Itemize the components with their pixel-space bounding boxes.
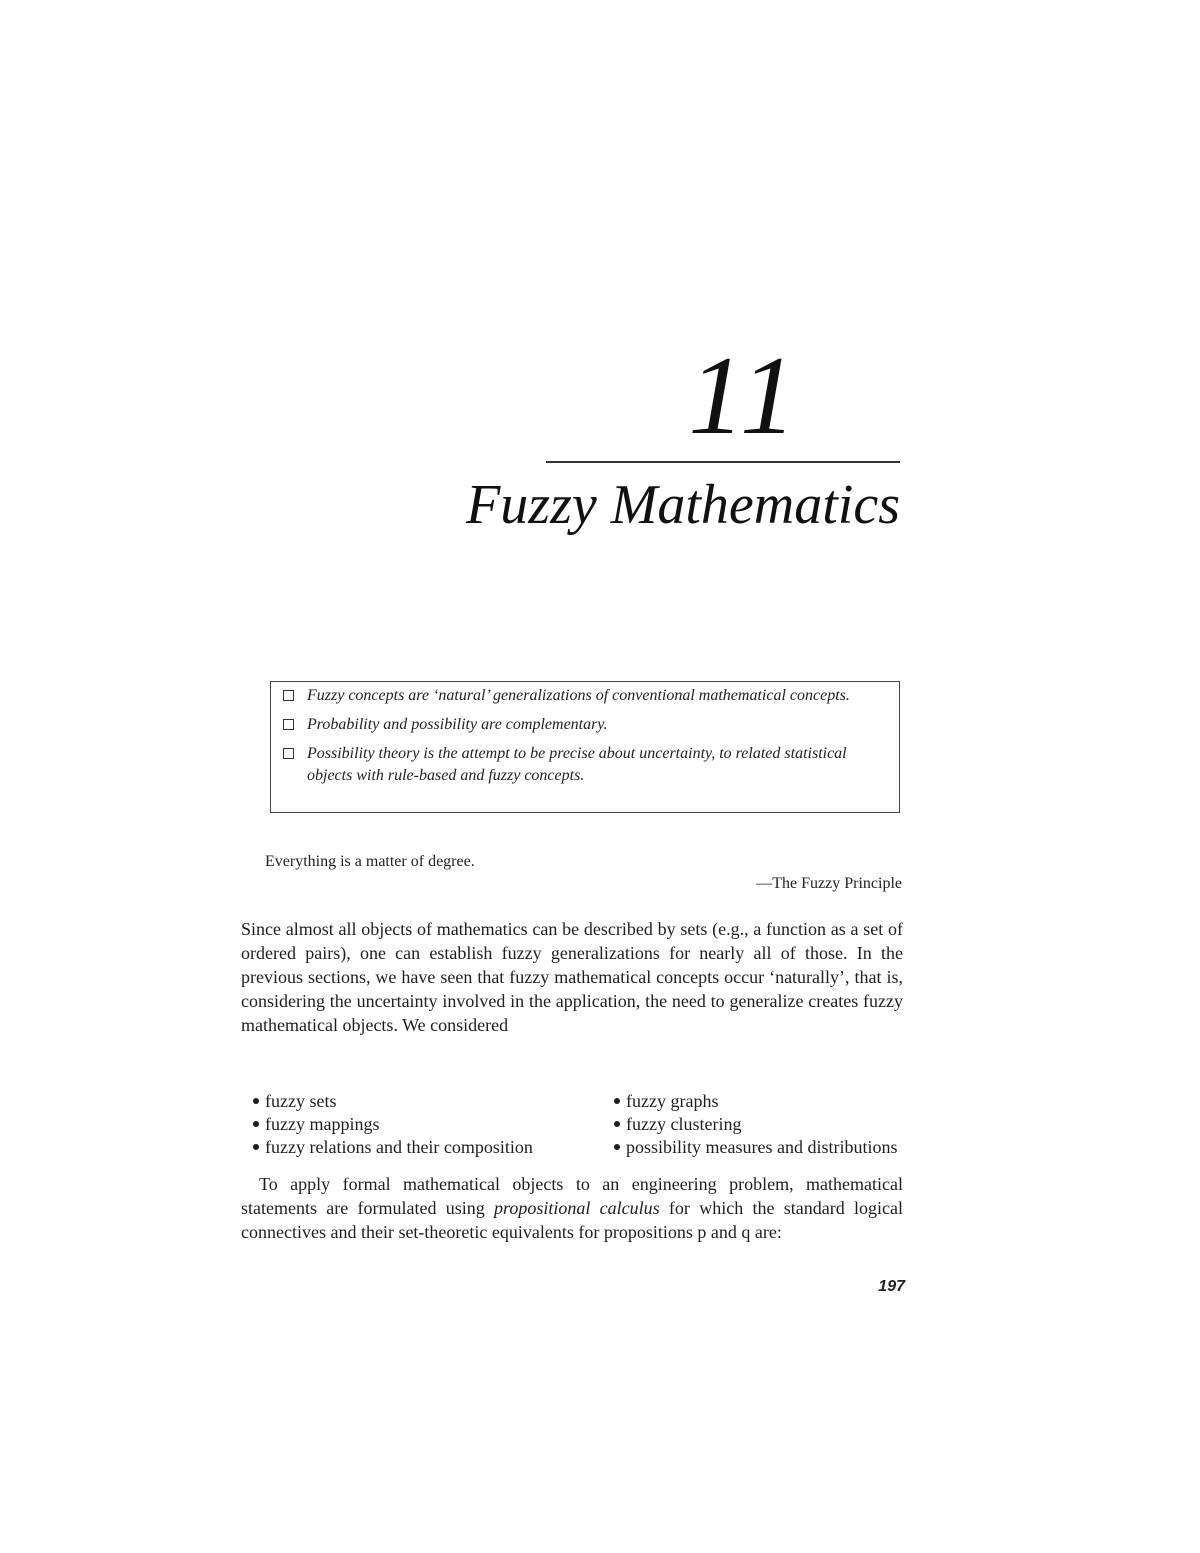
summary-item-text: Fuzzy concepts are ‘natural’ generalizations of conventional mathematical concepts. <box>307 687 850 704</box>
chapter-summary-box <box>270 681 900 813</box>
body-paragraph-2: To apply formal mathematical objects to an engineering problem, mathematical statements are formulated using propositional calculus for which the standard logical connectives and their set-theoretic equivalents for propositions p and q are: <box>241 1174 903 1242</box>
bullet-list-right <box>614 1090 898 1159</box>
bullet-icon <box>614 1098 620 1104</box>
list-item: fuzzy relations and their composition <box>253 1136 533 1159</box>
list-item: fuzzy sets <box>253 1090 533 1113</box>
summary-item <box>281 685 893 707</box>
chapter-title-rule <box>546 461 900 463</box>
chapter-title: Fuzzy Mathematics <box>466 474 900 536</box>
list-item: possibility measures and distributions <box>614 1136 898 1159</box>
epigraph-quote: Everything is a matter of degree. <box>265 853 475 870</box>
list-item: fuzzy mappings <box>253 1113 533 1136</box>
page-number: 197 <box>878 1278 905 1295</box>
list-item: fuzzy graphs <box>614 1090 898 1113</box>
bullet-icon <box>253 1121 259 1127</box>
checkbox-icon <box>283 690 294 701</box>
epigraph-source: —The Fuzzy Principle <box>756 875 902 892</box>
body-paragraph-1: Since almost all objects of mathematics can be described by sets (e.g., a function as a set of ordered pairs), one can establish fuzzy generalizations for nearly all of those. In the previous sections, we have seen that fuzzy mathematical concepts occur ‘naturally’, that is, considering the uncertainty involved in the application, the need to generalize creates fuzzy mathematical objects. We considered <box>241 919 903 1035</box>
summary-item <box>281 743 893 787</box>
checkbox-icon <box>283 719 294 730</box>
bullet-icon <box>614 1144 620 1150</box>
list-item: fuzzy clustering <box>614 1113 898 1136</box>
bullet-icon <box>253 1098 259 1104</box>
bullet-list-left <box>253 1090 533 1159</box>
bullet-icon <box>614 1121 620 1127</box>
summary-item-text: Possibility theory is the attempt to be precise about uncertainty, to related statistical objects with rule-based and fuzzy concepts. <box>307 745 847 784</box>
summary-item-text: Probability and possibility are complementary. <box>307 716 608 733</box>
summary-item <box>281 714 893 736</box>
chapter-number: 11 <box>688 334 800 458</box>
checkbox-icon <box>283 748 294 759</box>
bullet-icon <box>253 1144 259 1150</box>
emphasis-term: propositional calculus <box>494 1198 660 1218</box>
